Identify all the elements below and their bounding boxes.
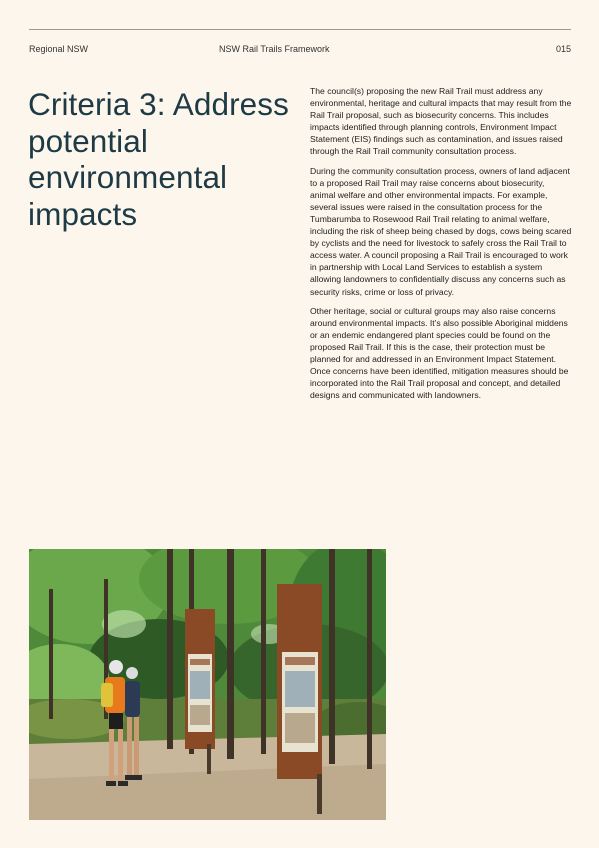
paragraph-2: During the community consultation process, owners of land adjacent to a proposed Rail Trail may raise concerns about biosecurity, animal welfare and other environmental impacts. For example, several issues were raised in the consultation process for the Tumbarumba to Rosewood Rail Trail relating to animal welfare, including the risk of sheep being chased by dogs, cows being scared by cyclists and the need for livestock to safely cross the Rail Trail to access water. A council proposing a Rail Trail is encouraged to work in partnership with Local Land Services to establish a system allowing landowners to confidentially discuss any concerns such as security risks, crime or loss of privacy. [310, 165, 572, 297]
paragraph-1: The council(s) proposing the new Rail Trail must address any environmental, heritage and cultural impacts that may result from the Rail Trail proposal, such as biosecurity concerns. This includes impacts identified through planning controls, Environment Impact Statement (EIS) findings such as contamination, and issues raised through the Rail Trail community consultation process. [310, 86, 572, 157]
paragraph-3: Other heritage, social or cultural groups may also raise concerns around environmental impacts. It’s also possible Aboriginal middens or an endemic endangered plant species could be found on the proposed Rail Trail. If this is the case, their protection must be planned for and addressed in an Environment Impact Statement. Once concerns have been identified, mitigation measures should be incorporated into the Rail Trail proposal and concept, and detailed designs and communicated with landowners. [310, 305, 569, 401]
header-document-title: NSW Rail Trails Framework [219, 44, 330, 54]
header-section-label: Regional NSW [29, 44, 89, 54]
cyclists-reading-trail-signs-photo [29, 549, 386, 820]
page-title: Criteria 3: Address potential environmental impacts [28, 86, 290, 232]
page-number: 015 [555, 44, 571, 54]
body-text [310, 85, 572, 408]
header-rule [29, 29, 571, 30]
